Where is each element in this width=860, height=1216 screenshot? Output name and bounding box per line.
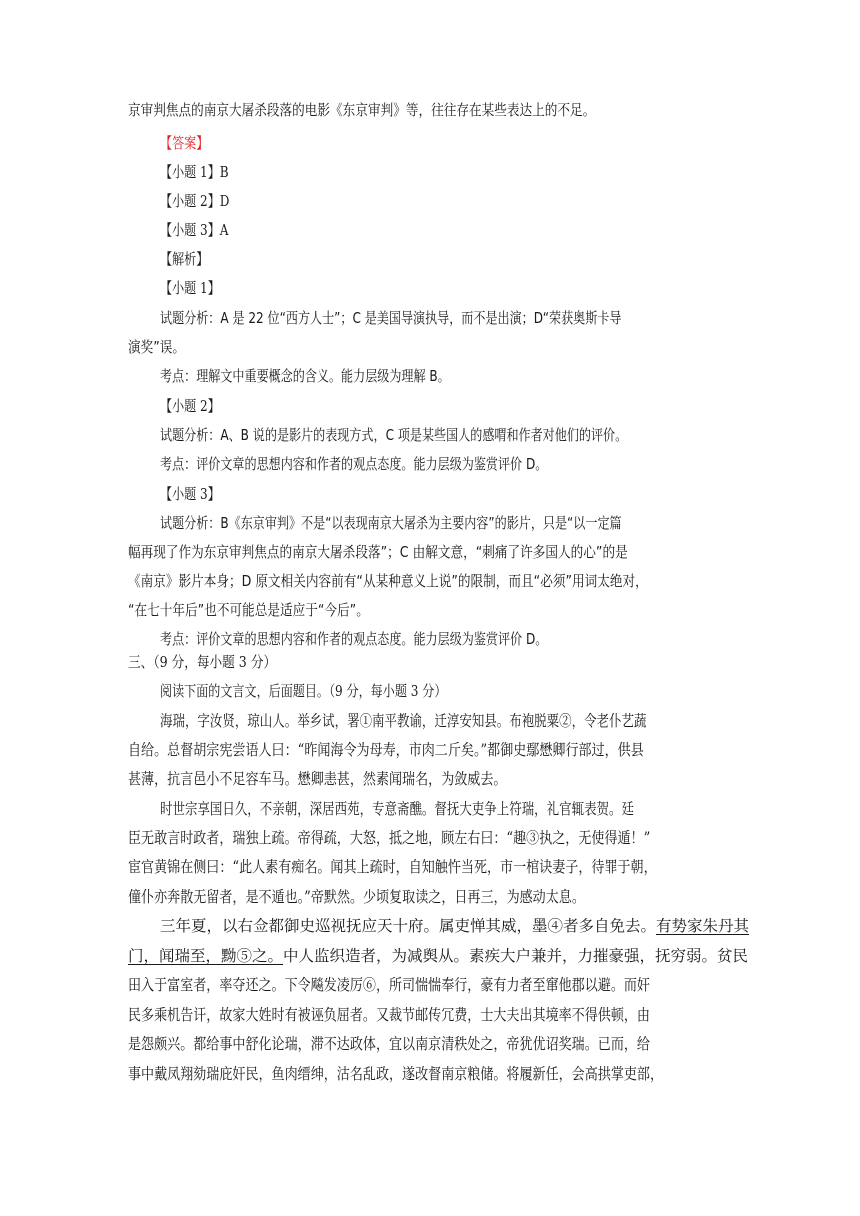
- answer-q1: 【小题 1】B: [160, 163, 229, 181]
- intro-line: 京审判焦点的南京大屠杀段落的电影《东京审判》等，往往存在某些表达上的不足。: [128, 101, 596, 119]
- analysis-q1-line2: 演奖”误。: [128, 338, 186, 356]
- analysis-q3-line3: 《南京》影片本身；D 原文相关内容前有“从某种意义上说”的限制，而且“必须”用词太绝对，: [128, 572, 648, 590]
- passage-segment: 中人监织造者，为减舆从。素疾大户兼并，力摧豪强，抚穷弱。贫民: [283, 947, 749, 965]
- passage-line: [160, 914, 749, 936]
- analysis-q2-heading: 【小题 2】: [160, 397, 220, 415]
- passage-line: 民多乘机告讦，故家大姓时有被诬负屈者。又裁节邮传冗费，士大夫出其境率不得供顿，由: [128, 1006, 650, 1024]
- underlined-sentence: 有势家朱丹其: [656, 917, 750, 935]
- analysis-q1-line1: 试题分析：A 是 22 位“西方人士”；C 是美国导演执导，而不是出演；D“荣获奥斯卡导: [160, 309, 622, 327]
- passage-line: 事中戴凤翔劾瑞庇奸民，鱼肉缙绅，沽名乱政，遂改督南京粮储。将履新任，会高拱掌吏部，: [128, 1065, 664, 1083]
- analysis-q1-heading: 【小题 1】: [160, 279, 220, 297]
- passage-line: 宦官黄锦在侧曰：“此人素有痴名。闻其上疏时，自知触忤当死，市一棺诀妻子，待罪于朝，: [128, 858, 657, 876]
- passage-line: 甚薄，抗言邑小不足容车马。懋卿恚甚，然素闻瑞名，为敛威去。: [128, 770, 507, 788]
- passage-segment: 三年夏，以右佥都御史巡视抚应天十府。属吏惮其威，墨④者多自免去。: [160, 917, 657, 935]
- answer-q2: 【小题 2】D: [160, 192, 230, 210]
- analysis-heading: 【解析】: [160, 250, 209, 268]
- passage-line: 田入于富室者，率夺还之。下令飚发凌厉⑥，所司惴惴奉行，豪有力者至窜他郡以避。而奸: [128, 976, 650, 994]
- answer-heading: 【答案】: [160, 134, 209, 152]
- passage-line: 海瑞，字汝贤，琼山人。举乡试，署①南平教谕，迁淳安知县。布袍脱粟②，令老仆艺蔬: [160, 712, 647, 730]
- underlined-sentence: 门，闻瑞至，黝⑤之。: [128, 947, 284, 965]
- passage-line: 自给。总督胡宗宪尝语人曰：“昨闻海令为母寿，市肉二斤矣。”都御史鄢懋卿行部过，供县: [128, 741, 644, 759]
- passage-line: 臣无敢言时政者，瑞独上疏。帝得疏，大怒，抵之地，顾左右曰：“趣③执之，无使得遁！”: [128, 829, 651, 847]
- analysis-q2-point: 考点：评价文章的思想内容和作者的观点态度。能力层级为鉴赏评价 D。: [160, 455, 548, 473]
- passage-line: 是怨颇兴。都给事中舒化论瑞，滞不达政体，宜以南京清秩处之，帝犹优诏奖瑞。已而，给: [128, 1035, 650, 1053]
- analysis-q3-line1: 试题分析：B《东京审判》不是“以表现南京大屠杀为主要内容”的影片，只是“以一定篇: [160, 514, 622, 532]
- passage-line: 时世宗享国日久，不亲朝，深居西苑，专意斋醮。督抚大吏争上符瑞，礼官辄表贺。廷: [160, 800, 634, 818]
- answer-q3: 【小题 3】A: [160, 221, 229, 239]
- analysis-q3-point: 考点：评价文章的思想内容和作者的观点态度。能力层级为鉴赏评价 D。: [160, 630, 548, 648]
- section-three-heading: 三、（9 分，每小题 3 分）: [128, 653, 277, 671]
- passage-line: [128, 944, 748, 966]
- analysis-q3-heading: 【小题 3】: [160, 485, 220, 503]
- passage-line: 僮仆亦奔散无留者，是不遁也。”帝默然。少顷复取读之，日再三，为感动太息。: [128, 888, 585, 906]
- analysis-q3-line4: “在七十年后”也不可能总是适应于“今后”。: [128, 601, 369, 619]
- analysis-q1-point: 考点：理解文中重要概念的含义。能力层级为理解 B。: [160, 367, 450, 385]
- reading-instruction: 阅读下面的文言文，后面题目。（9 分，每小题 3 分）: [160, 682, 447, 700]
- analysis-q2-line1: 试题分析：A、B 说的是影片的表现方式，C 项是某些国人的感喟和作者对他们的评价。: [160, 426, 628, 444]
- analysis-q3-line2: 幅再现了作为东京审判焦点的南京大屠杀段落”；C 由解文意，“刺痛了许多国人的心”的是: [128, 543, 628, 561]
